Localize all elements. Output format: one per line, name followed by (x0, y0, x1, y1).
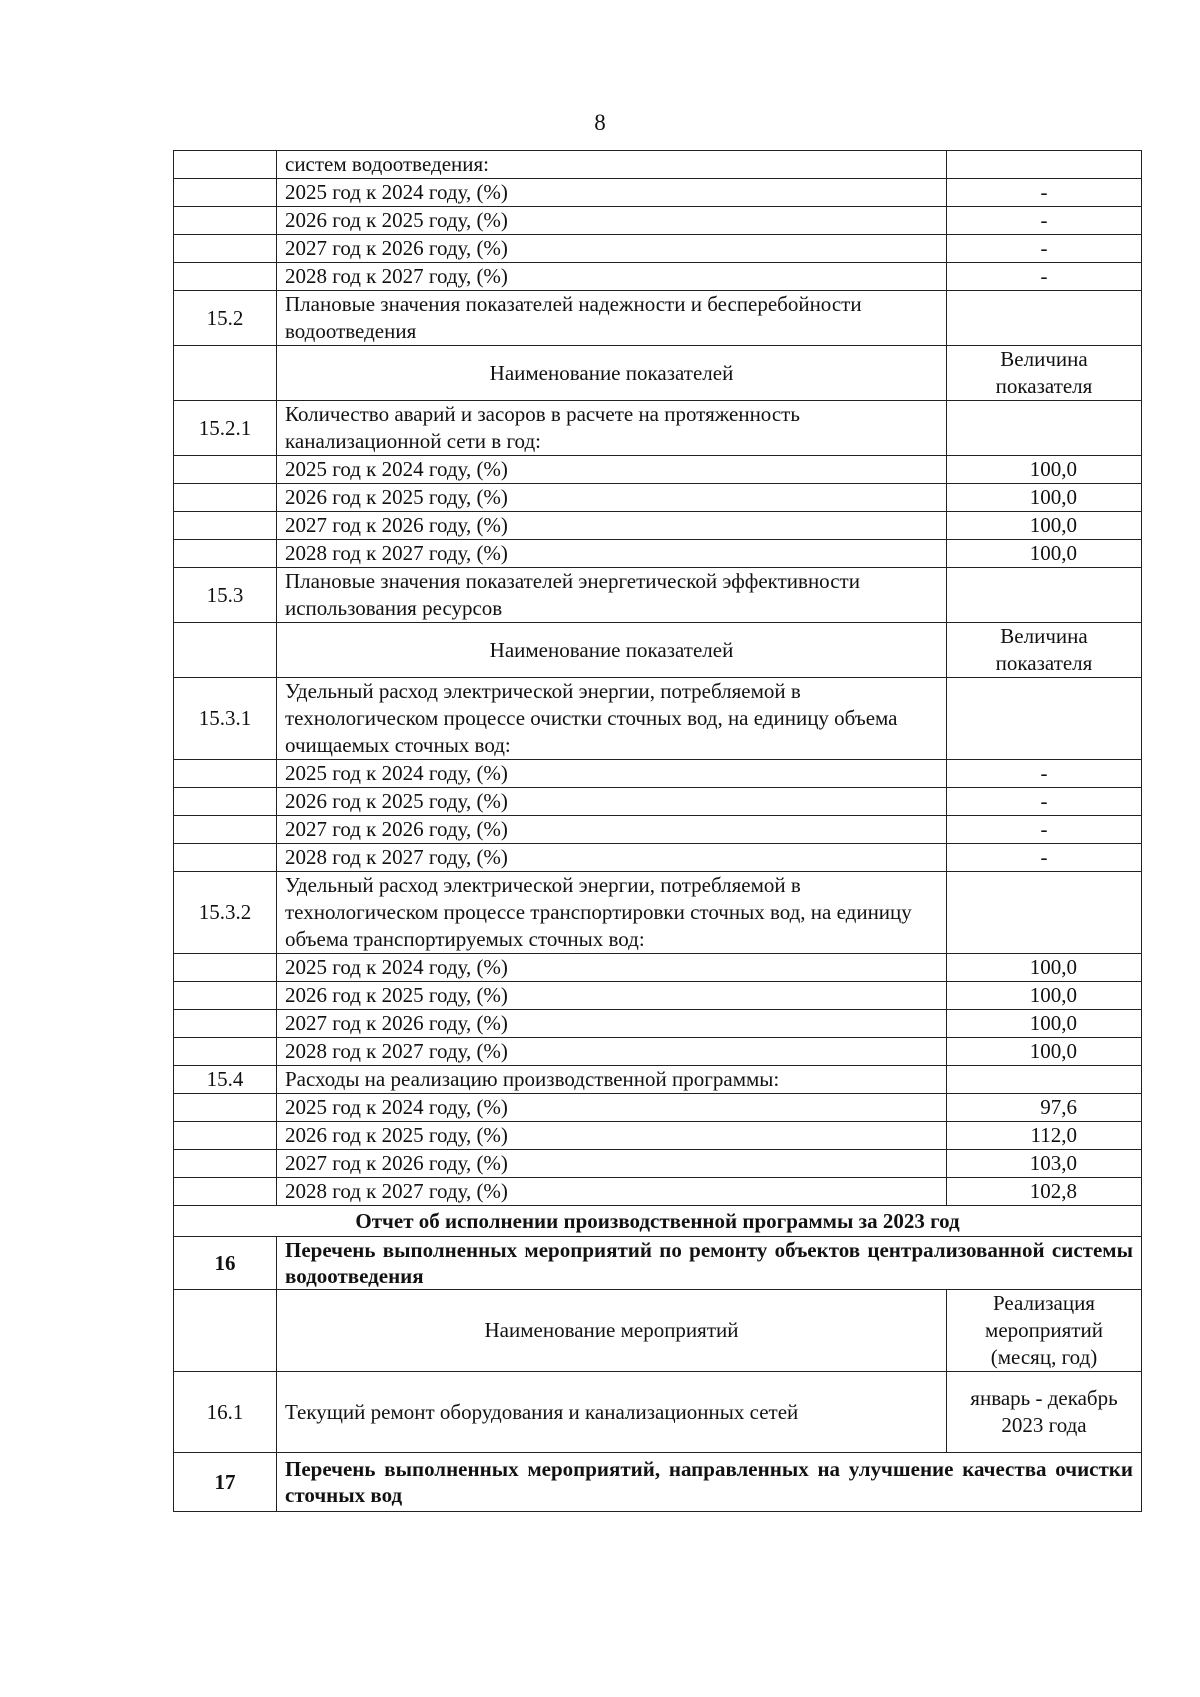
row-number (174, 456, 277, 484)
row-number (174, 816, 277, 844)
report-title-row (174, 1206, 1142, 1237)
indicator-value: 100,0 (947, 1010, 1142, 1038)
indicator-name: 2027 год к 2026 году, (%) (277, 816, 947, 844)
row-number (174, 179, 277, 207)
row-number (174, 844, 277, 872)
indicator-value: 100,0 (947, 954, 1142, 982)
table-row (174, 568, 1142, 623)
row-number: 16.1 (174, 1372, 277, 1453)
row-number (174, 1150, 277, 1178)
row-number (174, 1290, 277, 1372)
row-number (174, 540, 277, 568)
indicator-value (947, 568, 1142, 623)
table-row (174, 844, 1142, 872)
indicator-name: 2025 год к 2024 году, (%) (277, 456, 947, 484)
indicator-name: 2028 год к 2027 году, (%) (277, 1038, 947, 1066)
indicator-name: 2025 год к 2024 году, (%) (277, 1094, 947, 1122)
indicator-name: систем водоотведения: (277, 151, 947, 179)
indicator-value (947, 872, 1142, 954)
table-row (174, 816, 1142, 844)
indicator-value: 100,0 (947, 1038, 1142, 1066)
indicator-value: - (947, 816, 1142, 844)
row-number (174, 1010, 277, 1038)
indicator-value: - (947, 760, 1142, 788)
table-row (174, 1010, 1142, 1038)
row-number (174, 151, 277, 179)
indicator-value: 102,8 (947, 1178, 1142, 1206)
table-row (174, 788, 1142, 816)
section-title: Перечень выполненных мероприятий по ремонту объектов централизованной системы водоотведения (277, 1237, 1142, 1290)
row-number: 15.2 (174, 291, 277, 346)
indicator-value (947, 151, 1142, 179)
row-number (174, 1094, 277, 1122)
section-row (174, 1237, 1142, 1290)
indicator-name: 2027 год к 2026 году, (%) (277, 1010, 947, 1038)
indicator-value: - (947, 788, 1142, 816)
table-row (174, 207, 1142, 235)
row-number (174, 346, 277, 401)
indicator-name: 2026 год к 2025 году, (%) (277, 484, 947, 512)
indicator-name: 2026 год к 2025 году, (%) (277, 788, 947, 816)
indicator-name: Удельный расход электрической энергии, потребляемой в технологическом процессе транспортировки сточных вод, на единицу объема транспортируемых сточных вод: (277, 872, 947, 954)
indicator-value: 112,0 (947, 1122, 1142, 1150)
indicator-name: 2028 год к 2027 году, (%) (277, 1178, 947, 1206)
table-row (174, 456, 1142, 484)
indicator-value: - (947, 844, 1142, 872)
row-number (174, 235, 277, 263)
indicator-name: 2026 год к 2025 году, (%) (277, 207, 947, 235)
table-row (174, 401, 1142, 456)
indicator-name: 2025 год к 2024 году, (%) (277, 954, 947, 982)
table-row (174, 291, 1142, 346)
table-row (174, 1122, 1142, 1150)
indicator-name: 2026 год к 2025 году, (%) (277, 982, 947, 1010)
row-number: 15.3.1 (174, 678, 277, 760)
indicator-value: январь - декабрь 2023 года (947, 1372, 1142, 1453)
indicator-name: Текущий ремонт оборудования и канализационных сетей (277, 1372, 947, 1453)
indicator-name: 2027 год к 2026 году, (%) (277, 235, 947, 263)
row-number (174, 954, 277, 982)
table-row (174, 263, 1142, 291)
column-header-row (174, 623, 1142, 678)
row-number (174, 1038, 277, 1066)
row-number (174, 788, 277, 816)
indicator-value: - (947, 235, 1142, 263)
row-number (174, 207, 277, 235)
table-row (174, 1038, 1142, 1066)
section-row (174, 1453, 1142, 1512)
indicator-value: 103,0 (947, 1150, 1142, 1178)
column-header-row (174, 1290, 1142, 1372)
indicator-name: Удельный расход электрической энергии, потребляемой в технологическом процессе очистки сточных вод, на единицу объема очищаемых сточных вод: (277, 678, 947, 760)
indicator-value: 100,0 (947, 540, 1142, 568)
row-number: 15.3.2 (174, 872, 277, 954)
row-number: 15.2.1 (174, 401, 277, 456)
table-row (174, 954, 1142, 982)
indicator-name: 2025 год к 2024 году, (%) (277, 760, 947, 788)
indicator-name: Расходы на реализацию производственной программы: (277, 1066, 947, 1094)
table-row (174, 235, 1142, 263)
row-number: 15.3 (174, 568, 277, 623)
table-row (174, 1094, 1142, 1122)
row-number (174, 982, 277, 1010)
row-number (174, 512, 277, 540)
table-row (174, 982, 1142, 1010)
report-title: Отчет об исполнении производственной программы за 2023 год (174, 1206, 1142, 1237)
section-title: Перечень выполненных мероприятий, направленных на улучшение качества очистки сточных вод (277, 1453, 1142, 1512)
table-row (174, 1150, 1142, 1178)
column-header-name: Наименование мероприятий (277, 1290, 947, 1372)
indicator-value: 97,6 (947, 1094, 1142, 1122)
row-number: 17 (174, 1453, 277, 1512)
indicator-value: 100,0 (947, 982, 1142, 1010)
table-row (174, 151, 1142, 179)
table-row (174, 1178, 1142, 1206)
table-row (174, 484, 1142, 512)
table-row (174, 872, 1142, 954)
indicator-value (947, 1066, 1142, 1094)
table-row (174, 1372, 1142, 1453)
row-number (174, 1122, 277, 1150)
row-number (174, 263, 277, 291)
indicator-value (947, 401, 1142, 456)
column-header-value: Величина показателя (947, 346, 1142, 401)
indicator-name: Количество аварий и засоров в расчете на протяженность канализационной сети в год: (277, 401, 947, 456)
table-row (174, 760, 1142, 788)
page-number: 8 (594, 110, 606, 135)
row-number (174, 1178, 277, 1206)
indicator-name: 2025 год к 2024 году, (%) (277, 179, 947, 207)
indicator-value: - (947, 179, 1142, 207)
indicator-name: 2026 год к 2025 году, (%) (277, 1122, 947, 1150)
column-header-value: Реализация мероприятий (месяц, год) (947, 1290, 1142, 1372)
indicator-name: Плановые значения показателей энергетической эффективности использования ресурсов (277, 568, 947, 623)
indicator-name: 2027 год к 2026 году, (%) (277, 512, 947, 540)
row-number: 16 (174, 1237, 277, 1290)
indicator-value (947, 291, 1142, 346)
indicator-value (947, 678, 1142, 760)
row-number: 15.4 (174, 1066, 277, 1094)
indicator-value: - (947, 207, 1142, 235)
column-header-name: Наименование показателей (277, 623, 947, 678)
indicator-name: 2027 год к 2026 году, (%) (277, 1150, 947, 1178)
table-row (174, 540, 1142, 568)
table-row (174, 512, 1142, 540)
indicator-name: Плановые значения показателей надежности и бесперебойности водоотведения (277, 291, 947, 346)
table-row (174, 678, 1142, 760)
row-number (174, 760, 277, 788)
indicator-value: 100,0 (947, 484, 1142, 512)
indicator-value: - (947, 263, 1142, 291)
table-row (174, 1066, 1142, 1094)
column-header-name: Наименование показателей (277, 346, 947, 401)
row-number (174, 484, 277, 512)
indicator-value: 100,0 (947, 512, 1142, 540)
indicator-name: 2028 год к 2027 году, (%) (277, 540, 947, 568)
program-table (173, 150, 1142, 1512)
indicator-name: 2028 год к 2027 году, (%) (277, 263, 947, 291)
column-header-value: Величина показателя (947, 623, 1142, 678)
table-body (174, 151, 1142, 1512)
indicator-value: 100,0 (947, 456, 1142, 484)
column-header-row (174, 346, 1142, 401)
row-number (174, 623, 277, 678)
table-row (174, 179, 1142, 207)
indicator-name: 2028 год к 2027 году, (%) (277, 844, 947, 872)
